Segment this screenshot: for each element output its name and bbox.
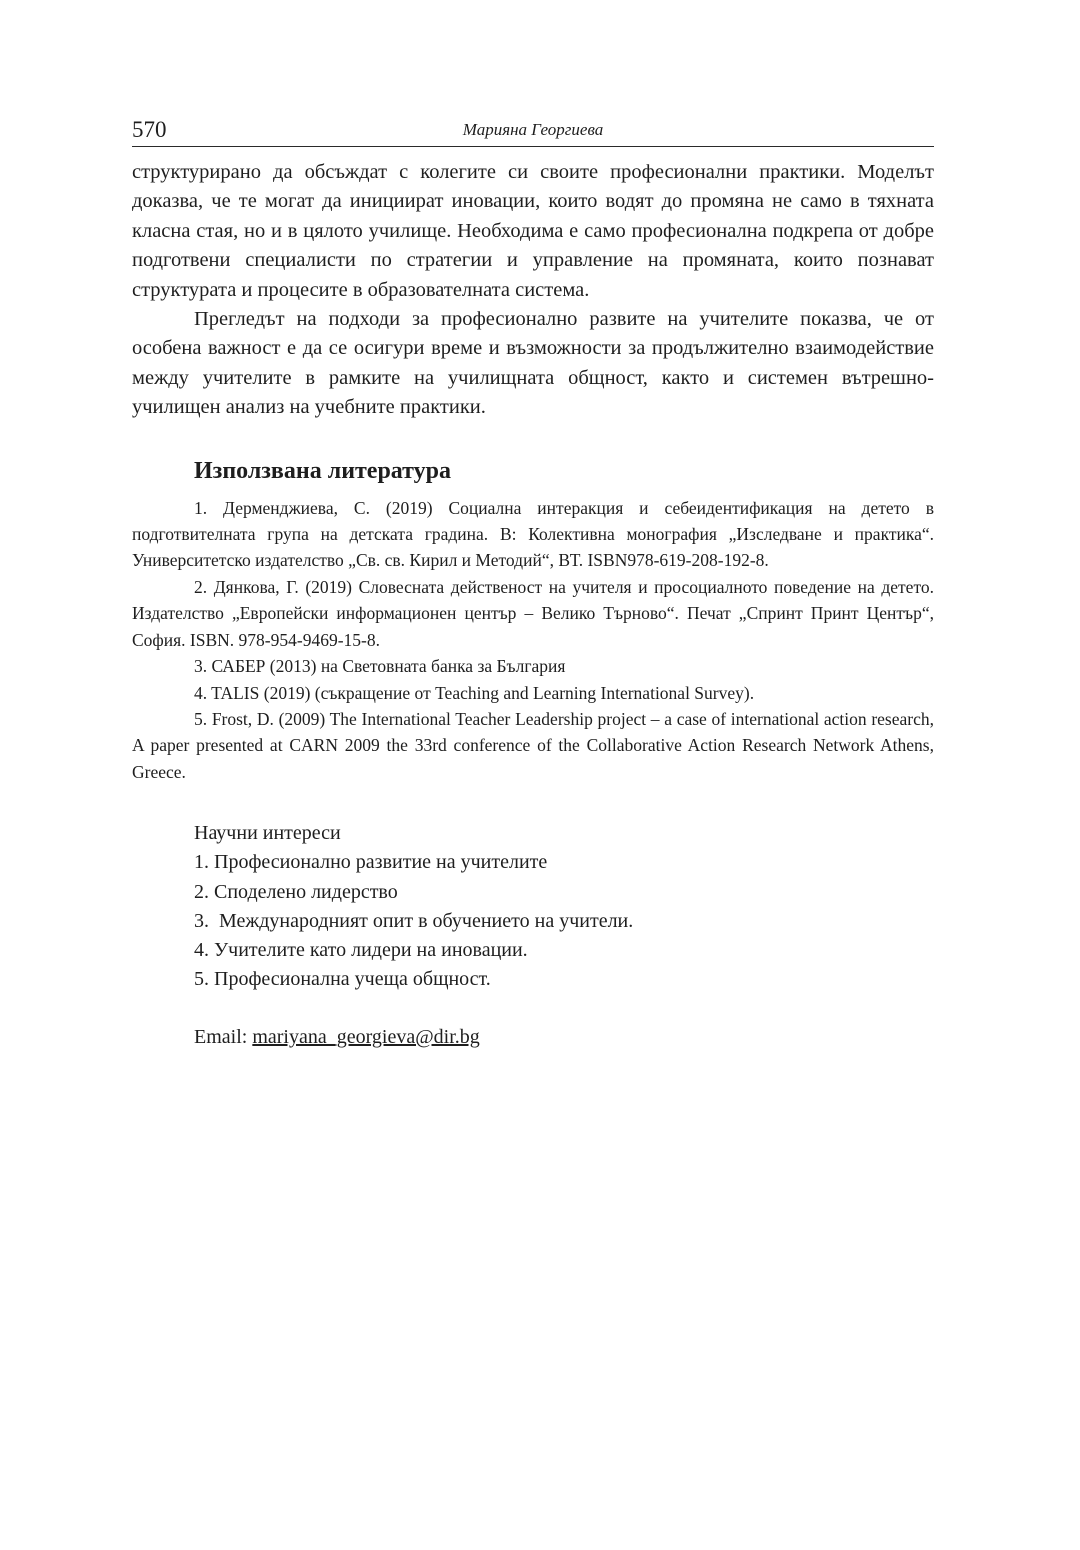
- contact-email-line: [194, 1023, 934, 1052]
- reference-item: 2. Дянкова, Г. (2019) Словесната действеност на учителя и просоциалното поведение на детето. Издателство „Европейски информационен център – Велико Търново“. Печат „Спринт Принт Център“, София. ISBN. 978-954-9469-15-8.: [132, 576, 934, 650]
- interest-item: 5. Професионална учеща общност.: [194, 968, 491, 991]
- research-interests: [194, 819, 934, 994]
- body-paragraph-1: структурирано да обсъждат с колегите си своите професионални практики. Моделът доказва, че те могат да инициират иновации, които водят до промяна не само в тяхната класна стая, но и в цялото училище. Необходима е само професионална подкрепа от добре подготвени специалисти по стратегии и управление на промяната, които познават структурата и процесите в образователната система.: [132, 161, 934, 301]
- interest-item: 1. Професионално развитие на учителите: [194, 851, 548, 874]
- references-heading: Използвана литература: [194, 457, 452, 484]
- running-head-author: Марияна Георгиева: [462, 120, 604, 139]
- reference-item: 5. Frost, D. (2009) The International Teacher Leadership project – a case of international action research, A paper presented at CARN 2009 the 33rd conference of the Collaborative Action Research Network Athens, Greece.: [132, 708, 934, 782]
- reference-item: 4. TALIS (2019) (съкращение от Teaching and Learning International Survey).: [194, 682, 755, 703]
- reference-item: 3. САБЕР (2013) на Световната банка за България: [194, 656, 566, 677]
- research-interests-title: Научни интереси: [194, 822, 341, 845]
- email-label: Email:: [194, 1026, 253, 1049]
- page-header: [132, 114, 934, 147]
- page-content: [132, 158, 934, 1052]
- references-list: [132, 495, 934, 785]
- email-link[interactable]: mariyana_georgieva@dir.bg: [252, 1026, 480, 1049]
- interest-item: 2. Споделено лидерство: [194, 880, 398, 903]
- body-paragraph-2: Прегледът на подходи за професионално развите на учителите показва, че от особена важност е да се осигури време и възможности за продължително взаимодействие между учителите в рамките на училищната общност, както и системен вътрешно-училищен анализ на учебните практики.: [132, 308, 934, 419]
- interest-item: 4. Учителите като лидери на иновации.: [194, 938, 528, 961]
- page-number: 570: [132, 117, 167, 142]
- interest-item: 3. Международният опит в обучението на учители.: [194, 909, 634, 932]
- reference-item: 1. Дерменджиева, С. (2019) Социална интеракция и себеидентификация на детето в подготвителната група на детската градина. В: Колективна монография „Изследване и практика“. Университетско издателство „Св. св. Кирил и Методий“, ВТ. ISBN978-619-208-192-8.: [132, 497, 934, 571]
